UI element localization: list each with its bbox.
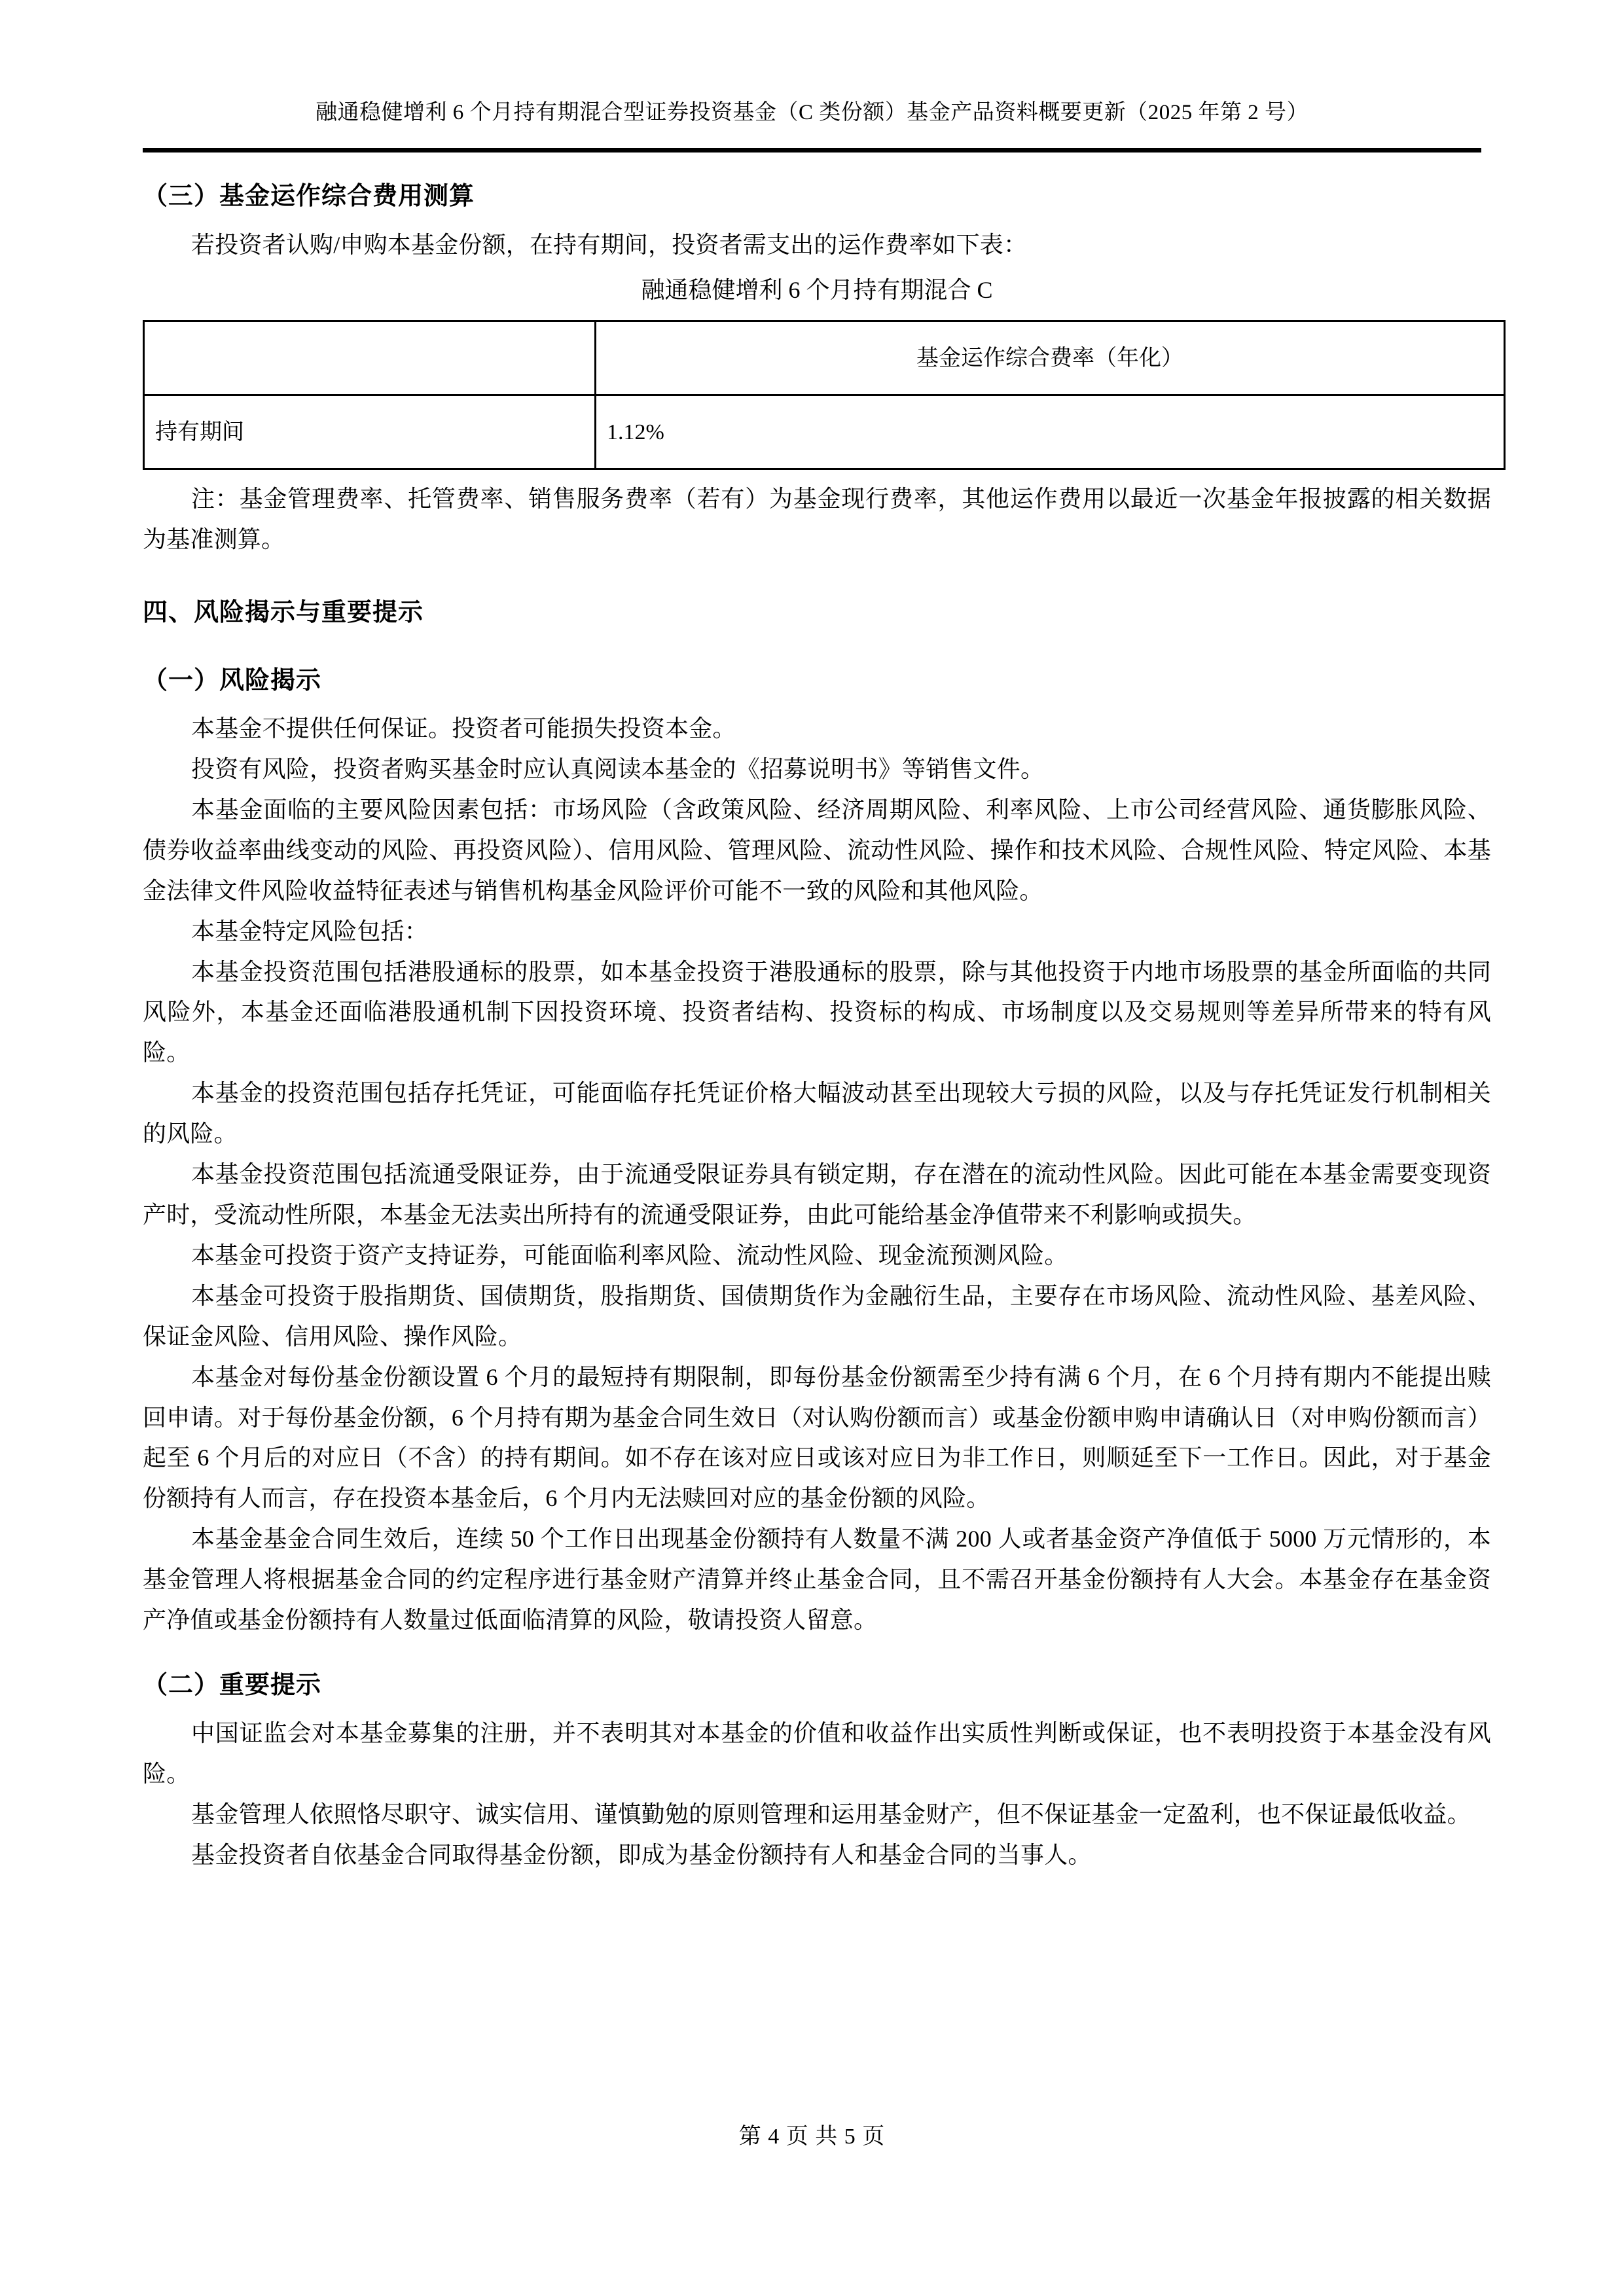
paragraph-fee-lead: 若投资者认购/申购本基金份额，在持有期间，投资者需支出的运作费率如下表： (191, 231, 1028, 258)
table-header-cell-rate: 基金运作综合费率（年化） (596, 321, 1505, 395)
paragraph-risk-5: 本基金投资范围包括港股通标的股票，如本基金投资于港股通标的股票，除与其他投资于内地市场股票的基金所面临的共同风险外，本基金还面临港股通机制下因投资环境、投资者结构、投资标的构成、市场制度以及交易规则等差异所带来的特有风险。 (143, 958, 1491, 1066)
spacer (143, 212, 1491, 225)
heading-important-notice: （二）重要提示 (143, 1670, 322, 1699)
heading-fee-calculation: （三）基金运作综合费用测算 (143, 181, 475, 210)
paragraph-risk-10: 本基金对每份基金份额设置 6 个月的最短持有期限制，即每份基金份额需至少持有满 6 个月，在 6 个月持有期内不能提出赎回申请。对于每份基金份额，6 个月持有期为基金合同生效日（对认购份额而言）或基金份额申购申请确认日（对申购份额而言）起至 6 个月后的对应日（不含）的持有期间。如不存在该对应日或该对应日为非工作日，则顺延至下一工作日。因此，对于基金份额持有人而言，存在投资本基金后，6 个月内无法赎回对应的基金份额的风险。 (143, 1363, 1491, 1512)
table-cell-period-rate: 1.12% (596, 395, 1505, 469)
spacer (143, 265, 1491, 270)
heading-risk-disclosure: 四、风险揭示与重要提示 (143, 598, 424, 627)
table-row (144, 395, 1505, 469)
paragraph-risk-9: 本基金可投资于股指期货、国债期货，股指期货、国债期货作为金融衍生品，主要存在市场风险、流动性风险、基差风险、保证金风险、信用风险、操作风险。 (143, 1282, 1491, 1350)
paragraph-risk-2: 投资有风险，投资者购买基金时应认真阅读本基金的《招募说明书》等销售文件。 (191, 756, 1045, 783)
spacer (143, 311, 1491, 320)
heading-risk-reveal: （一）风险揭示 (143, 665, 322, 694)
paragraph-risk-7: 本基金投资范围包括流通受限证券，由于流通受限证券具有锁定期，存在潜在的流动性风险。因此可能在本基金需要变现资产时，受流动性所限，本基金无法卖出所持有的流通受限证券，由此可能给基金净值带来不利影响或损失。 (143, 1161, 1491, 1228)
paragraph-notice-2: 基金管理人依照恪尽职守、诚实信用、谨慎勤勉的原则管理和运用基金财产，但不保证基金一定盈利，也不保证最低收益。 (191, 1801, 1471, 1828)
paragraph-risk-8: 本基金可投资于资产支持证券，可能面临利率风险、流动性风险、现金流预测风险。 (191, 1242, 1068, 1268)
paragraph-risk-11: 本基金基金合同生效后，连续 50 个工作日出现基金份额持有人数量不满 200 人或者基金资产净值低于 5000 万元情形的，本基金管理人将根据基金合同的约定程序进行基金财产清算并终止基金合同，且不需召开基金份额持有人大会。本基金存在基金资产净值或基金份额持有人数量过低面临清算的风险，敬请投资人留意。 (143, 1526, 1491, 1634)
fee-rate-table (143, 320, 1506, 470)
spacer (143, 628, 1491, 665)
paragraph-notice-3: 基金投资者自依基金合同取得基金份额，即成为基金份额持有人和基金合同的当事人。 (191, 1842, 1092, 1869)
spacer (143, 1700, 1491, 1713)
paragraph-fee-note: 注：基金管理费率、托管费率、销售服务费率（若有）为基金现行费率，其他运作费用以最近一次基金年报披露的相关数据为基准测算。 (143, 486, 1491, 553)
spacer (143, 470, 1491, 479)
table-caption: 融通稳健增利 6 个月持有期混合 C (641, 277, 993, 304)
page-footer: 第 4 页 共 5 页 (738, 2125, 886, 2149)
running-header: 融通稳健增利 6 个月持有期混合型证券投资基金（C 类份额）基金产品资料概要更新（2025 年第 2 号） (315, 101, 1308, 124)
spacer (143, 1641, 1491, 1670)
table-header-row (144, 321, 1505, 395)
paragraph-risk-6: 本基金的投资范围包括存托凭证，可能面临存托凭证价格大幅波动甚至出现较大亏损的风险，以及与存托凭证发行机制相关的风险。 (143, 1080, 1491, 1147)
header-rule-divider (143, 148, 1481, 152)
paragraph-risk-4: 本基金特定风险包括： (191, 918, 429, 944)
spacer (143, 696, 1491, 709)
spacer (143, 560, 1491, 597)
page-body (143, 181, 1491, 1876)
paragraph-risk-1: 本基金不提供任何保证。投资者可能损失投资本金。 (191, 715, 736, 742)
paragraph-notice-1: 中国证监会对本基金募集的注册，并不表明其对本基金的价值和收益作出实质性判断或保证，也不表明投资于本基金没有风险。 (143, 1720, 1491, 1787)
paragraph-risk-3: 本基金面临的主要风险因素包括：市场风险（含政策风险、经济周期风险、利率风险、上市公司经营风险、通货膨胀风险、债券收益率曲线变动的风险、再投资风险）、信用风险、管理风险、流动性风险、操作和技术风险、合规性风险、特定风险、本基金法律文件风险收益特征表述与销售机构基金风险评价可能不一致的风险和其他风险。 (143, 796, 1491, 904)
table-cell-period-label: 持有期间 (144, 395, 596, 469)
table-header-cell-blank (144, 321, 596, 395)
